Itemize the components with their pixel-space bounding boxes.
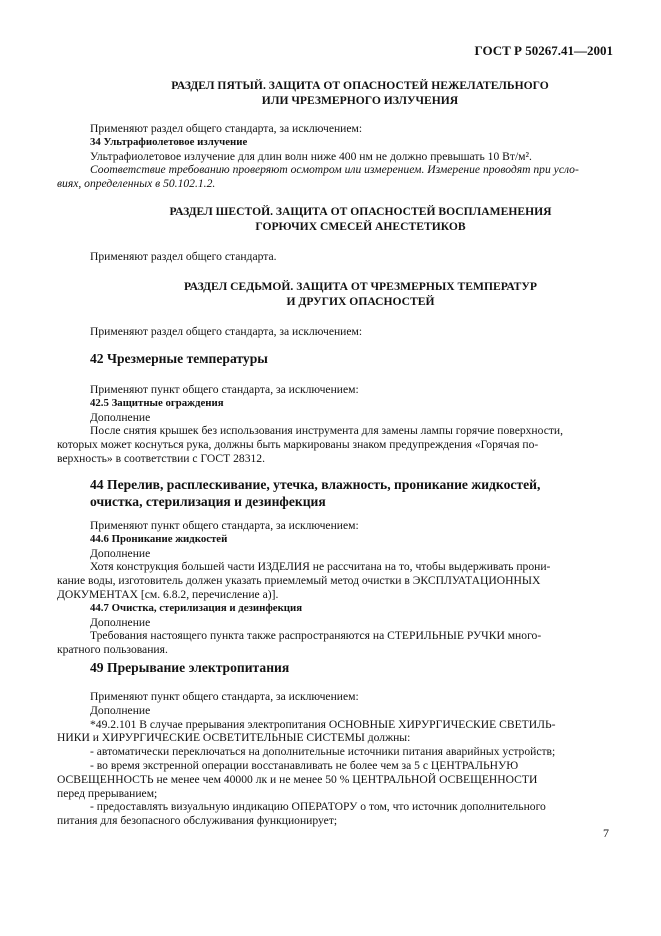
section5-title: [90, 79, 630, 108]
section6-intro: Применяют раздел общего стандарта.: [90, 250, 277, 263]
clause44-6-addition: Дополнение: [90, 546, 151, 560]
clause44-heading-line2: очистка, стерилизация и дезинфекция: [90, 494, 326, 509]
clause49-bullet2-line3: перед прерыванием;: [57, 786, 158, 800]
clause42-5-line1: После снятия крышек без использования инструмента для замены лампы горячие поверхности,: [90, 424, 564, 438]
section6-title: [57, 205, 661, 234]
clause34-title: 34 Ультрафиолетовое излучение: [90, 135, 248, 148]
section7-title-line1: РАЗДЕЛ СЕДЬМОЙ. ЗАЩИТА ОТ ЧРЕЗМЕРНЫХ ТЕМПЕРАТУР: [183, 280, 537, 293]
clause49-bullet3-line2: питания для безопасного обслуживания функционирует;: [57, 814, 338, 828]
clause42-5-title: 42.5 Защитные ограждения: [90, 396, 224, 409]
clause49-heading: 49 Прерывание электропитания: [90, 660, 290, 675]
clause34-check-line1: Соответствие требованию проверяют осмотром или измерением. Измерение проводят при усло-: [90, 163, 579, 177]
section6-title-line1: РАЗДЕЛ ШЕСТОЙ. ЗАЩИТА ОТ ОПАСНОСТЕЙ ВОСПЛАМЕНЕНИЯ: [169, 205, 552, 218]
clause44-7-line1: Требования настоящего пункта также распространяются на СТЕРИЛЬНЫЕ РУЧКИ много-: [90, 629, 542, 643]
clause44-intro: Применяют пункт общего стандарта, за исключением:: [90, 519, 359, 532]
clause42-intro: Применяют пункт общего стандарта, за исключением:: [90, 383, 359, 396]
clause49-addition: Дополнение: [90, 703, 151, 717]
section5-title-line2: ИЛИ ЧРЕЗМЕРНОГО ИЗЛУЧЕНИЯ: [261, 93, 459, 107]
section7-title-line2: И ДРУГИХ ОПАСНОСТЕЙ: [286, 294, 435, 308]
section7-intro: Применяют раздел общего стандарта, за исключением:: [90, 325, 363, 338]
clause44-7-line2: кратного пользования.: [57, 643, 168, 657]
clause44-7-title: 44.7 Очистка, стерилизация и дезинфекция: [90, 601, 303, 614]
clause42-heading: 42 Чрезмерные температуры: [90, 351, 268, 366]
document-header: ГОСТ Р 50267.41—2001: [474, 43, 613, 58]
clause49-bullet3-line1: - предоставлять визуальную индикацию ОПЕРАТОРУ о том, что источник дополнительного: [90, 800, 546, 814]
clause44-6-line1: Хотя конструкция большей части ИЗДЕЛИЯ не рассчитана на то, чтобы выдерживать прони-: [90, 560, 551, 574]
clause44-6-line2: кание воды, изготовитель должен указать приемлемый метод очистки в ЭКСПЛУАТАЦИОННЫХ: [57, 574, 541, 588]
section5-title-line1: РАЗДЕЛ ПЯТЫЙ. ЗАЩИТА ОТ ОПАСНОСТЕЙ НЕЖЕЛАТЕЛЬНОГО: [171, 79, 549, 92]
clause49-bullet2-line2: ОСВЕЩЕННОСТЬ не менее чем 40000 лк и не менее 50 % ЦЕНТРАЛЬНОЙ ОСВЕЩЕННОСТИ: [57, 772, 538, 786]
clause44-7-addition: Дополнение: [90, 615, 151, 629]
clause42-5-line2: которых может коснуться рука, должны быть маркированы знаком предупреждения «Горячая по-: [57, 438, 539, 452]
page-number: 7: [603, 826, 609, 840]
clause34-text: Ультрафиолетовое излучение для длин волн ниже 400 нм не должно превышать 10 Вт/м².: [90, 149, 532, 163]
clause49-p1-line1: *49.2.101 В случае прерывания электропитания ОСНОВНЫЕ ХИРУРГИЧЕСКИЕ СВЕТИЛЬ-: [90, 717, 556, 731]
section6-title-line2: ГОРЮЧИХ СМЕСЕЙ АНЕСТЕТИКОВ: [255, 219, 466, 233]
clause34-check-line2: виях, определенных в 50.102.1.2.: [57, 177, 216, 191]
section5-intro: Применяют раздел общего стандарта, за исключением:: [90, 122, 363, 135]
clause44-heading-line1: 44 Перелив, расплескивание, утечка, влажность, проникание жидкостей,: [90, 477, 541, 492]
clause44-6-line3: ДОКУМЕНТАХ [см. 6.8.2, перечисление а)].: [57, 587, 279, 601]
clause49-p1-line2: НИКИ и ХИРУРГИЧЕСКИЕ ОСВЕТИТЕЛЬНЫЕ СИСТЕМЫ должны:: [57, 731, 411, 745]
clause42-5-line3: верхность» в соответствии с ГОСТ 28312.: [57, 451, 265, 465]
clause42-5-addition: Дополнение: [90, 410, 151, 424]
clause44-6-title: 44.6 Проникание жидкостей: [90, 532, 228, 545]
clause49-bullet1: - автоматически переключаться на дополнительные источники питания аварийных устройств;: [90, 745, 556, 759]
clause49-intro: Применяют пункт общего стандарта, за исключением:: [90, 690, 359, 703]
clause49-bullet2-line1: - во время экстренной операции восстанавливать не более чем за 5 с ЦЕНТРАЛЬНУЮ: [90, 758, 519, 772]
section7-title: [57, 280, 661, 309]
